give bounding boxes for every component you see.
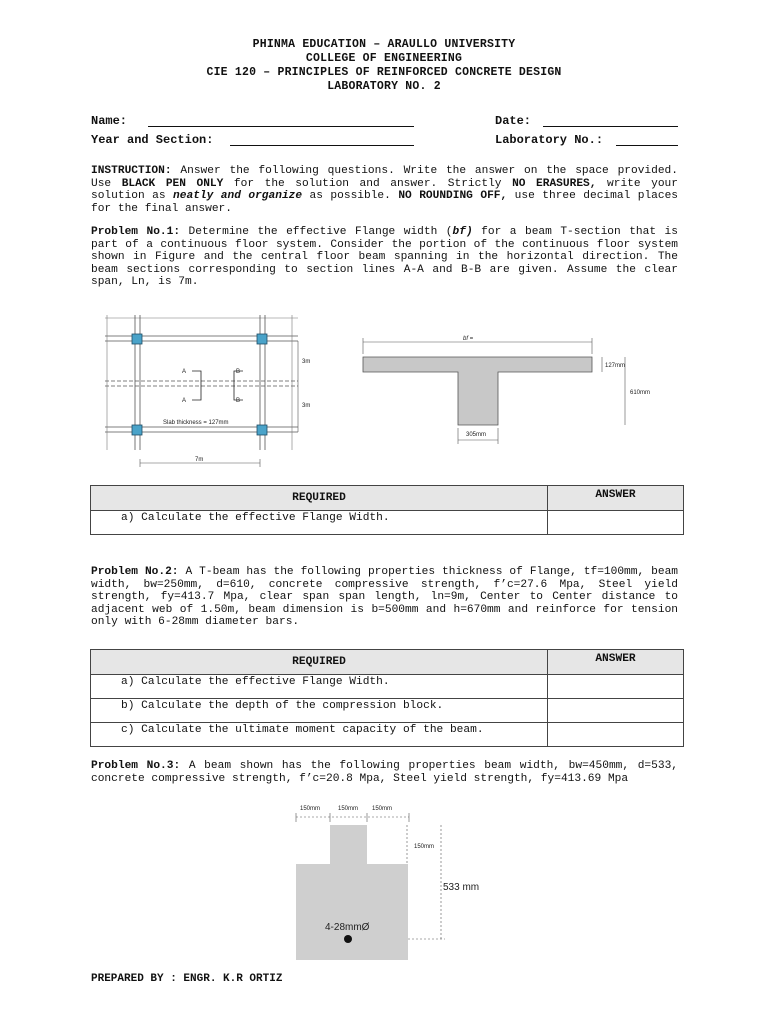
problem2-label: Problem No.2: — [91, 566, 179, 578]
date-label: Date: — [495, 114, 532, 128]
clear-span-label: 7m — [195, 457, 204, 463]
bf-label: bf = — [463, 336, 474, 342]
answer-header: ANSWER — [548, 486, 684, 511]
problem3-paragraph — [91, 760, 678, 785]
answer-cell[interactable] — [548, 675, 684, 699]
instruction-label: INSTRUCTION: — [91, 165, 172, 177]
course-title: CIE 120 – PRINCIPLES OF REINFORCED CONCRETE DESIGN — [206, 66, 562, 79]
dim-bottom: 3m — [302, 403, 311, 409]
problem3-label: Problem No.3: — [91, 760, 181, 772]
instruction-text: use three decimal places for the final answer. — [91, 190, 679, 215]
instruction-emphasis: BLACK PEN ONLY — [121, 177, 224, 190]
problem1-paragraph — [91, 226, 678, 289]
problem2-paragraph — [91, 566, 678, 629]
requirement-row: c) Calculate the ultimate moment capacity of the beam. — [91, 723, 548, 747]
section-b-label: B — [236, 369, 241, 375]
instruction-paragraph — [91, 165, 678, 215]
section-a-label: A — [182, 369, 187, 375]
depth-label: 610mm — [630, 390, 651, 396]
answer-cell[interactable] — [548, 723, 684, 747]
flange-thickness-label: 127mm — [605, 363, 626, 369]
instruction-emphasis: NO ROUNDING OFF, — [398, 190, 508, 203]
problem2-table — [90, 649, 684, 747]
instruction-text: as possible. — [302, 190, 399, 203]
requirement-row: a) Calculate the effective Flange Width. — [91, 511, 548, 535]
t-section-figure — [355, 330, 660, 455]
answer-cell[interactable] — [548, 511, 684, 535]
problem1-text: Determine the effective Flange width ( — [180, 226, 453, 238]
section-a-label: A — [182, 398, 187, 404]
dim-150-left: 150mm — [300, 806, 321, 812]
instruction-text: write your solution as — [91, 177, 678, 203]
rebar-label: 4-28mmØ — [325, 922, 370, 933]
section-b-label: B — [236, 398, 241, 404]
column-icon — [257, 425, 267, 435]
problem3-text: A beam shown has the following properties beam width, bw=450mm, d=533, concrete compressive strength, f’c=20.8 Mpa, Steel yield strength, fy=413.69 Mpa — [91, 760, 678, 785]
dim-top: 3m — [302, 359, 311, 365]
name-field[interactable] — [148, 114, 414, 127]
instruction-text: Answer the following questions. Write the answer on the space provided. Use — [91, 165, 678, 190]
lab-number-field[interactable] — [616, 133, 678, 146]
instruction-emphasis: NO ERASURES, — [512, 177, 597, 190]
web-width-label: 305mm — [466, 432, 487, 438]
lab-title: LABORATORY NO. 2 — [327, 80, 441, 93]
effective-depth-label: 533 mm — [443, 882, 480, 893]
required-header: REQUIRED — [91, 486, 548, 511]
lab-number-label: Laboratory No.: — [495, 133, 604, 147]
university-title: PHINMA EDUCATION – ARAULLO UNIVERSITY — [252, 38, 516, 51]
dim-150-right: 150mm — [372, 806, 393, 812]
problem2-text: A T-beam has the following properties thickness of Flange, tf=100mm, beam width, bw=250mm, d=610, concrete compressive strength, f’c=27.6 Mpa, Steel yield strength, fy=413.7 Mpa, clear span span length, ln=9m, Center to Center distance to adjacent web of 1.50m, beam dimension is b=500mm and h=670mm and reinforce for tension only with 6-28mm diameter bars. — [91, 566, 679, 629]
problem1-text: for a beam T-section that is part of a continuous floor system. Consider the portion of the continuous floor system shown in Figure and the central floor beam spanning in the horizontal direction. The beam sections corresponding to section lines A-A and B-B are given. Assume the clear span, Ln, is 7m. — [91, 226, 678, 289]
floor-plan-figure — [100, 310, 311, 470]
problem1-bf: bf) — [452, 226, 473, 238]
date-field[interactable] — [543, 114, 678, 127]
instruction-emphasis: neatly and organize — [173, 190, 303, 203]
answer-cell[interactable] — [548, 699, 684, 723]
college-title: COLLEGE OF ENGINEERING — [305, 52, 463, 65]
year-section-field[interactable] — [230, 133, 414, 146]
instruction-text: for the solution and answer. Strictly — [223, 177, 513, 190]
stem-height-label: 150mm — [414, 844, 435, 850]
column-icon — [257, 334, 267, 344]
prepared-by: PREPARED BY : ENGR. K.R ORTIZ — [91, 973, 283, 985]
year-section-label: Year and Section: — [91, 133, 214, 147]
problem1-label: Problem No.1: — [91, 226, 181, 238]
beam-section-figure — [290, 800, 490, 965]
slab-thickness-note: Slab thickness = 127mm — [163, 420, 229, 426]
answer-header: ANSWER — [548, 650, 684, 675]
dim-150-middle: 150mm — [338, 806, 359, 812]
required-header: REQUIRED — [91, 650, 548, 675]
requirement-row: b) Calculate the depth of the compression block. — [91, 699, 548, 723]
rebar-icon — [344, 935, 352, 943]
problem1-table — [90, 485, 684, 535]
name-label: Name: — [91, 114, 128, 128]
column-icon — [132, 334, 142, 344]
column-icon — [132, 425, 142, 435]
requirement-row: a) Calculate the effective Flange Width. — [91, 675, 548, 699]
